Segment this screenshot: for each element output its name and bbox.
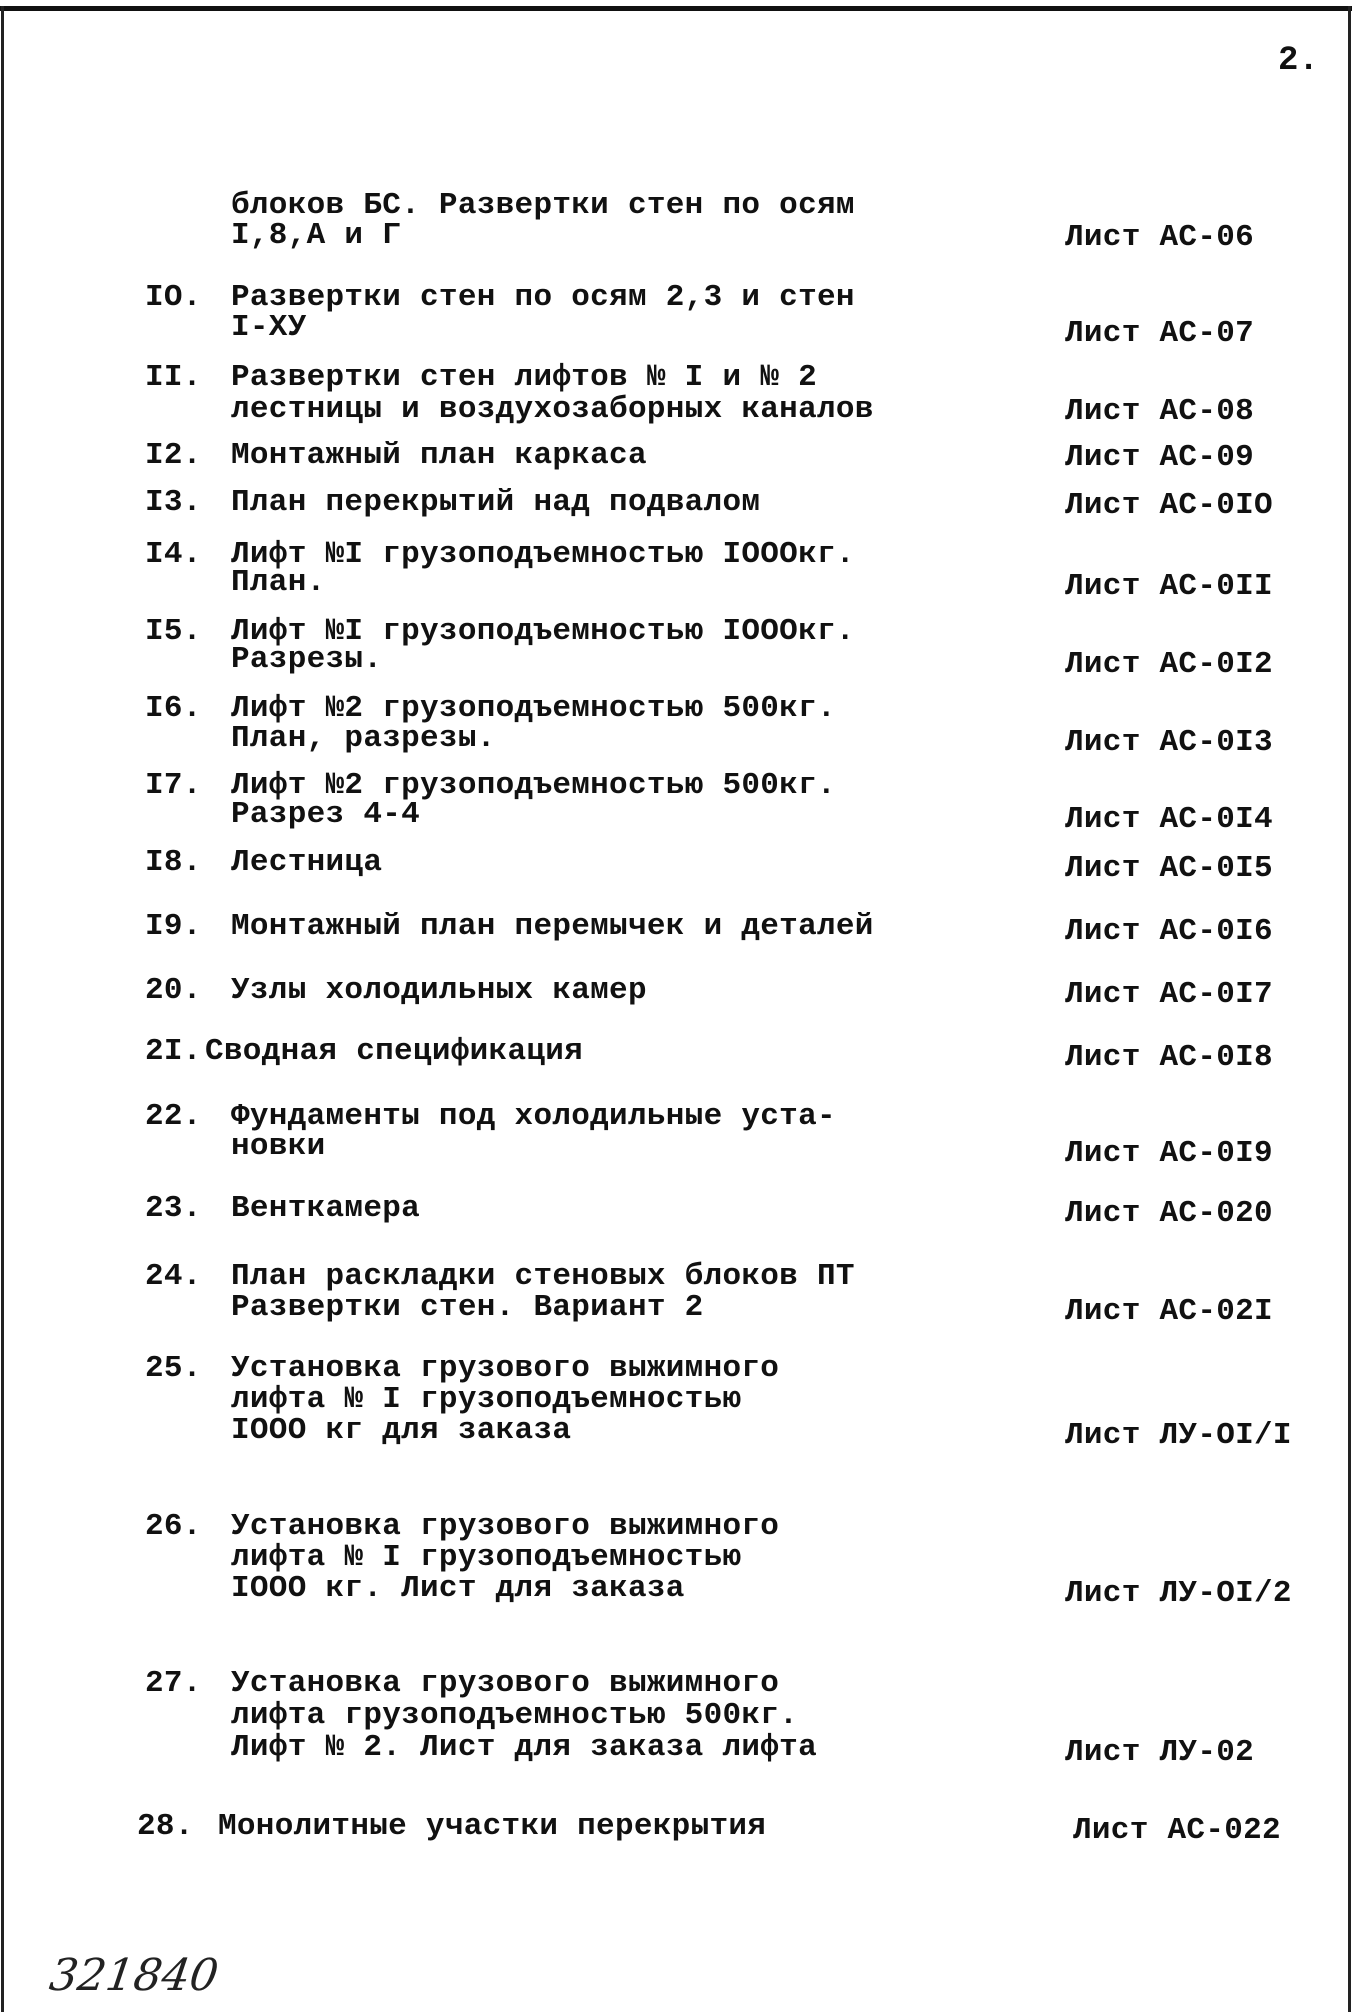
item-title-line: Разрезы. [231, 642, 383, 677]
item-title-line: Венткамера [231, 1191, 421, 1226]
sheet-reference: Лист АС-020 [1065, 1196, 1273, 1231]
item-title-line: Фундаменты под холодильные уста- [231, 1099, 836, 1134]
item-title-line: лифта № I грузоподъемностью [231, 1540, 742, 1575]
sheet-reference: Лист АС-02I [1065, 1294, 1273, 1329]
item-title-line: Лестница [231, 845, 383, 880]
item-number: I6. [145, 691, 202, 726]
sheet-reference: Лист ЛУ-OI/2 [1065, 1576, 1292, 1611]
item-number: 25. [145, 1351, 202, 1386]
handwritten-number: 321840 [46, 1950, 222, 2001]
frame-right-border [1348, 6, 1351, 2012]
sheet-reference: Лист АС-0I8 [1065, 1040, 1273, 1075]
sheet-reference: Лист АС-0I3 [1065, 725, 1273, 760]
sheet-reference: Лист АС-022 [1073, 1813, 1281, 1848]
item-number: II. [145, 360, 202, 395]
frame-top-border [0, 6, 1352, 11]
item-title-line: Развертки стен по осям 2,3 и стен [231, 280, 855, 315]
item-title-line: I-ХУ [231, 310, 307, 345]
sheet-reference: Лист АС-0I4 [1065, 802, 1273, 837]
item-title-line: лифта грузоподъемностью 500кг. [231, 1698, 799, 1733]
item-title-line: Развертки стен. Вариант 2 [231, 1290, 704, 1325]
item-number: I9. [145, 909, 202, 944]
sheet-reference: Лист АС-0II [1065, 569, 1273, 604]
item-title-line: Лифт №I грузоподъемностью IOOOкг. [231, 614, 855, 649]
sheet-reference: Лист АС-09 [1065, 440, 1255, 475]
item-title-line: План. [231, 565, 326, 600]
item-number: 20. [145, 973, 202, 1008]
item-title-line: Монтажный план каркаса [231, 438, 647, 473]
sheet-reference: Лист АС-08 [1065, 394, 1255, 429]
item-title-line: I,8,А и Г [231, 218, 402, 253]
item-number: I2. [145, 438, 202, 473]
sheet-reference: Лист АС-0I7 [1065, 977, 1273, 1012]
item-title-line: Лифт №2 грузоподъемностью 500кг. [231, 691, 836, 726]
item-number: I4. [145, 537, 202, 572]
item-title-line: Монтажный план перемычек и деталей [231, 909, 874, 944]
sheet-reference: Лист АС-0I2 [1065, 647, 1273, 682]
item-number: IO. [145, 280, 202, 315]
item-title-line: План, разрезы. [231, 721, 496, 756]
item-title-line: лестницы и воздухозаборных каналов [231, 392, 874, 427]
item-title-line: IOOO кг. Лист для заказа [231, 1571, 685, 1606]
item-title-line: План раскладки стеновых блоков ПТ [231, 1259, 855, 1294]
item-title-line: Установка грузового выжимного [231, 1351, 780, 1386]
item-number: 27. [145, 1666, 202, 1701]
item-number: I3. [145, 485, 202, 520]
item-title-line: Лифт №I грузоподъемностью IOOOкг. [231, 537, 855, 572]
item-title-line: План перекрытий над подвалом [231, 485, 761, 520]
item-title-line: Монолитные участки перекрытия [218, 1809, 767, 1844]
item-number: 24. [145, 1259, 202, 1294]
sheet-reference: Лист АС-0I9 [1065, 1136, 1273, 1171]
sheet-reference: Лист АС-06 [1065, 220, 1255, 255]
item-title-line: Узлы холодильных камер [231, 973, 647, 1008]
item-number: I8. [145, 845, 202, 880]
item-number: I7. [145, 768, 202, 803]
item-number: I5. [145, 614, 202, 649]
item-title-line: Лифт №2 грузоподъемностью 500кг. [231, 768, 836, 803]
item-number: 26. [145, 1509, 202, 1544]
sheet-reference: Лист АС-0I5 [1065, 851, 1273, 886]
item-title-line: Установка грузового выжимного [231, 1666, 780, 1701]
item-title-line: Развертки стен лифтов № I и № 2 [231, 360, 817, 395]
item-number: 22. [145, 1099, 202, 1134]
item-title-line: Установка грузового выжимного [231, 1509, 780, 1544]
sheet-reference: Лист АС-0I6 [1065, 914, 1273, 949]
item-number: 28. [137, 1809, 194, 1844]
page-number: 2. [1278, 42, 1319, 80]
sheet-reference: Лист АС-07 [1065, 316, 1255, 351]
item-title-line: Сводная спецификация [205, 1034, 584, 1069]
sheet-reference: Лист ЛУ-02 [1065, 1735, 1255, 1770]
item-number: 23. [145, 1191, 202, 1226]
item-title-line: IOOO кг для заказа [231, 1413, 572, 1448]
item-title-line: Разрез 4-4 [231, 797, 421, 832]
sheet-reference: Лист ЛУ-OI/I [1065, 1418, 1292, 1453]
item-title-line: Лифт № 2. Лист для заказа лифта [231, 1730, 817, 1765]
item-title-line: новки [231, 1129, 326, 1164]
item-number: 2I. [145, 1034, 202, 1069]
frame-left-border [1, 6, 4, 2012]
item-title-line: лифта № I грузоподъемностью [231, 1382, 742, 1417]
sheet-reference: Лист АС-0IO [1065, 488, 1273, 523]
item-title-line: блоков БС. Развертки стен по осям [231, 188, 855, 223]
